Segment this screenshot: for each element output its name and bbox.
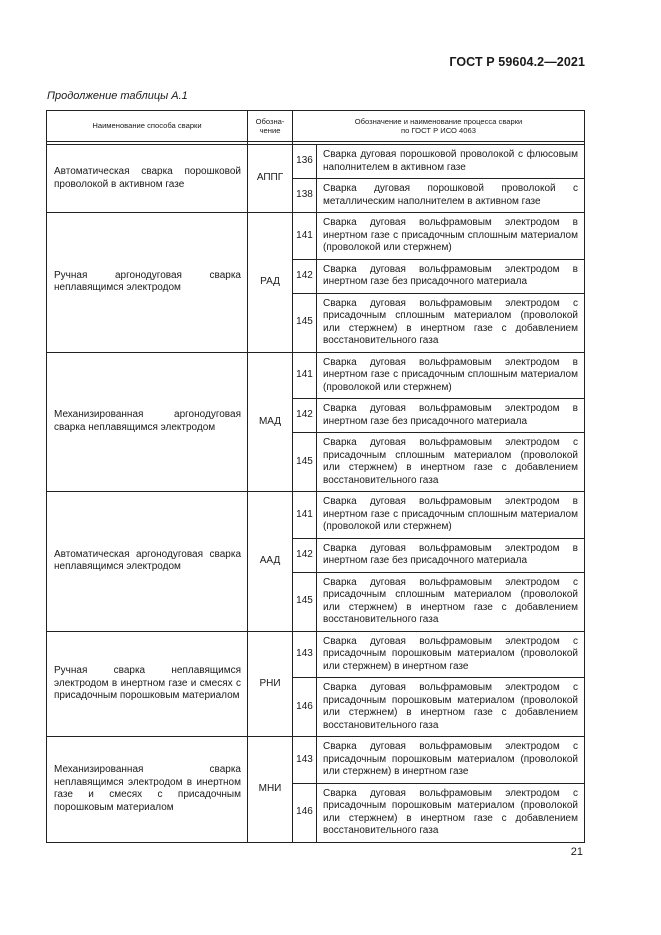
method-name-cell: Механизированная аргонодуговая сварка неплавящимся электродом xyxy=(47,352,248,492)
method-abbr-cell: ААД xyxy=(248,492,293,632)
page-number: 21 xyxy=(570,846,583,858)
process-code-cell: 136 xyxy=(293,145,317,179)
process-code-cell: 145 xyxy=(293,433,317,492)
process-code-cell: 146 xyxy=(293,678,317,737)
process-code-cell: 141 xyxy=(293,213,317,260)
process-name-cell: Сварка дуговая вольфрамовым электродом в инертном газе без присадочного материала xyxy=(317,538,585,572)
table-header-row xyxy=(47,111,585,142)
process-code-cell: 143 xyxy=(293,631,317,678)
method-name-cell: Ручная сварка неплавящимся электродом в инертном газе и смесях с присадочным порошковым материалом xyxy=(47,631,248,737)
process-code-cell: 145 xyxy=(293,293,317,352)
method-name-cell: Автоматическая сварка порошковой проволокой в активном газе xyxy=(47,145,248,213)
column-header-abbr: Обозна- чение xyxy=(248,111,293,142)
process-code-cell: 143 xyxy=(293,737,317,784)
method-abbr-cell: РНИ xyxy=(248,631,293,737)
table-row xyxy=(47,492,585,539)
table-caption: Продолжение таблицы А.1 xyxy=(47,90,188,102)
welding-methods-table xyxy=(46,110,585,843)
column-header-method: Наименование способа сварки xyxy=(47,111,248,142)
process-name-cell: Сварка дуговая вольфрамовым электродом с присадочным порошковым материалом (проволокой или стержнем) в инертном газе с добавлением восстановительного газа xyxy=(317,783,585,842)
column-header-process: Обозначение и наименование процесса сварки по ГОСТ Р ИСО 4063 xyxy=(293,111,585,142)
process-code-cell: 142 xyxy=(293,399,317,433)
process-name-cell: Сварка дуговая вольфрамовым электродом в инертном газе без присадочного материала xyxy=(317,399,585,433)
process-code-cell: 146 xyxy=(293,783,317,842)
process-code-cell: 145 xyxy=(293,572,317,631)
process-code-cell: 141 xyxy=(293,352,317,399)
process-name-cell: Сварка дуговая вольфрамовым электродом с присадочным порошковым материалом (проволокой или стержнем) в инертном газе xyxy=(317,631,585,678)
process-code-cell: 138 xyxy=(293,179,317,213)
process-name-cell: Сварка дуговая вольфрамовым электродом с присадочным сплошным материалом (проволокой или стержнем) в инертном газе с добавлением восстановительного газа xyxy=(317,433,585,492)
table-row xyxy=(47,631,585,678)
table-row xyxy=(47,352,585,399)
document-header: ГОСТ Р 59604.2—2021 xyxy=(449,55,585,69)
process-name-cell: Сварка дуговая вольфрамовым электродом с присадочным сплошным материалом (проволокой или стержнем) в инертном газе с добавлением восстановительного газа xyxy=(317,293,585,352)
process-name-cell: Сварка дуговая вольфрамовым электродом в инертном газе с присадочным сплошным материалом (проволокой или стержнем) xyxy=(317,213,585,260)
method-abbr-cell: МНИ xyxy=(248,737,293,843)
table-row xyxy=(47,145,585,179)
method-abbr-cell: РАД xyxy=(248,213,293,353)
process-code-cell: 142 xyxy=(293,538,317,572)
table-row xyxy=(47,737,585,784)
table-row xyxy=(47,213,585,260)
method-name-cell: Механизированная сварка неплавящимся электродом в инертном газе и смесях с присадочным порошковым материалом xyxy=(47,737,248,843)
process-name-cell: Сварка дуговая вольфрамовым электродом с присадочным порошковым материалом (проволокой или стержнем) в инертном газе xyxy=(317,737,585,784)
process-name-cell: Сварка дуговая вольфрамовым электродом в инертном газе без присадочного материала xyxy=(317,259,585,293)
process-name-cell: Сварка дуговая вольфрамовым электродом в инертном газе с присадочным сплошным материалом (проволокой или стержнем) xyxy=(317,352,585,399)
method-abbr-cell: МАД xyxy=(248,352,293,492)
process-name-cell: Сварка дуговая вольфрамовым электродом с присадочным порошковым материалом (проволокой или стержнем) в инертном газе с добавлением восстановительного газа xyxy=(317,678,585,737)
process-name-cell: Сварка дуговая порошковой проволокой с флюсовым наполнителем в активном газе xyxy=(317,145,585,179)
method-abbr-cell: АППГ xyxy=(248,145,293,213)
process-code-cell: 141 xyxy=(293,492,317,539)
process-name-cell: Сварка дуговая вольфрамовым электродом с присадочным сплошным материалом (проволокой или стержнем) в инертном газе с добавлением восстановительного газа xyxy=(317,572,585,631)
process-name-cell: Сварка дуговая вольфрамовым электродом в инертном газе с присадочным сплошным материалом (проволокой или стержнем) xyxy=(317,492,585,539)
process-name-cell: Сварка дуговая порошковой проволокой с металлическим наполнителем в активном газе xyxy=(317,179,585,213)
process-code-cell: 142 xyxy=(293,259,317,293)
method-name-cell: Ручная аргонодуговая сварка неплавящимся электродом xyxy=(47,213,248,353)
method-name-cell: Автоматическая аргонодуговая сварка неплавящимся электродом xyxy=(47,492,248,632)
